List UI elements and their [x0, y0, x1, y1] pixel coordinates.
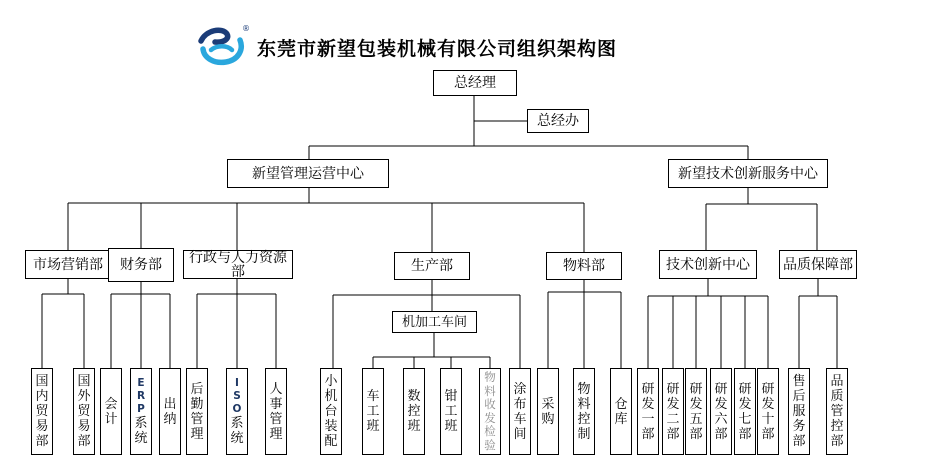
node-label: 研 发 七 部	[738, 381, 752, 442]
node-production-dept	[394, 252, 470, 280]
node-hr-admin-dept	[183, 250, 293, 279]
node-label: 总经理	[454, 75, 496, 91]
node-label: 品质保障部	[783, 256, 853, 273]
node-label: 数 控 班	[407, 389, 421, 434]
node-after-sales-service-dept	[788, 368, 810, 455]
node-label: 车 工 班	[366, 389, 380, 434]
node-label: 品 质 管 控 部	[830, 374, 844, 449]
node-label: 采 购	[541, 396, 555, 427]
node-label: 系 统	[230, 416, 244, 446]
node-label: 仓 库	[614, 396, 628, 427]
node-rd-dept-5	[685, 368, 707, 455]
node-label: 研 发 一 部	[641, 381, 655, 442]
node-label: 研 发 六 部	[714, 381, 728, 442]
node-personnel-mgmt	[265, 368, 287, 455]
node-marketing-dept	[25, 250, 111, 279]
node-rd-dept-1	[637, 368, 659, 455]
node-foreign-trade-dept	[73, 368, 95, 455]
node-label: 小 机 台 装 配	[324, 374, 338, 449]
node-label: 新望管理运营中心	[252, 165, 364, 182]
node-quality-assurance-dept	[779, 250, 857, 279]
node-label: 物 料 控 制	[577, 381, 591, 442]
node-gm-office	[527, 109, 589, 133]
node-rd-dept-6	[710, 368, 732, 455]
node-label: 物料部	[563, 258, 605, 274]
node-purchasing	[537, 368, 559, 455]
node-quality-control-dept	[826, 368, 848, 455]
node-coating-workshop	[509, 368, 531, 455]
node-tech-innovation-service-center	[668, 159, 828, 188]
node-label: 研 发 五 部	[689, 381, 703, 442]
node-label: 系 统	[134, 416, 148, 446]
node-label: 物 料 收 发 检 验	[484, 370, 496, 452]
node-cnc-team	[403, 368, 425, 455]
node-label: 机加工车间	[401, 314, 467, 330]
node-fitter-team	[440, 368, 462, 455]
node-label: 财务部	[120, 257, 162, 273]
node-label-iso-letters: I S O	[232, 377, 242, 415]
node-label: 钳 工 班	[444, 389, 458, 434]
node-label: 新望技术创新服务中心	[678, 165, 818, 182]
node-iso-system	[226, 368, 248, 455]
node-material-inspection	[479, 368, 501, 455]
node-cashier	[159, 368, 181, 455]
node-label: 国 外 贸 易 部	[77, 374, 91, 449]
node-label: 后 勤 管 理	[190, 381, 204, 442]
node-label: 研 发 十 部	[761, 381, 775, 442]
node-label: 国 内 贸 易 部	[35, 374, 49, 449]
node-label: 涂 布 车 间	[513, 381, 527, 442]
node-label: 人 事 管 理	[269, 381, 283, 442]
node-finance-dept	[108, 248, 174, 282]
node-erp-system	[130, 368, 152, 455]
node-management-operations-center	[227, 159, 389, 188]
node-materials-dept	[546, 252, 622, 280]
node-label: 售 后 服 务 部	[792, 374, 806, 449]
node-rd-dept-10	[757, 368, 779, 455]
node-label: 研 发 二 部	[666, 381, 680, 442]
node-machining-workshop	[392, 311, 477, 333]
node-label: 生产部	[411, 258, 453, 274]
node-small-machine-assembly	[320, 368, 342, 455]
page-title: 东莞市新望包装机械有限公司组织架构图	[257, 38, 618, 60]
node-domestic-trade-dept	[31, 368, 53, 455]
node-label: 技术创新中心	[666, 256, 750, 273]
node-tech-innovation-center	[659, 250, 757, 279]
node-label: 出 纳	[163, 396, 177, 427]
node-general-manager	[433, 70, 517, 96]
node-logistics-mgmt	[186, 368, 208, 455]
node-label-erp-letters: E R P	[136, 377, 146, 415]
node-lathe-team	[362, 368, 384, 455]
node-label: 总经办	[537, 113, 579, 129]
node-label: 会 计	[104, 396, 118, 427]
node-warehouse	[610, 368, 632, 455]
node-label: 行政与人力资源部	[189, 249, 287, 280]
node-rd-dept-2	[662, 368, 684, 455]
node-accounting	[100, 368, 122, 455]
registered-trademark-symbol: ®	[242, 24, 250, 33]
node-label: 市场营销部	[33, 256, 103, 273]
node-rd-dept-7	[734, 368, 756, 455]
node-material-control	[573, 368, 595, 455]
